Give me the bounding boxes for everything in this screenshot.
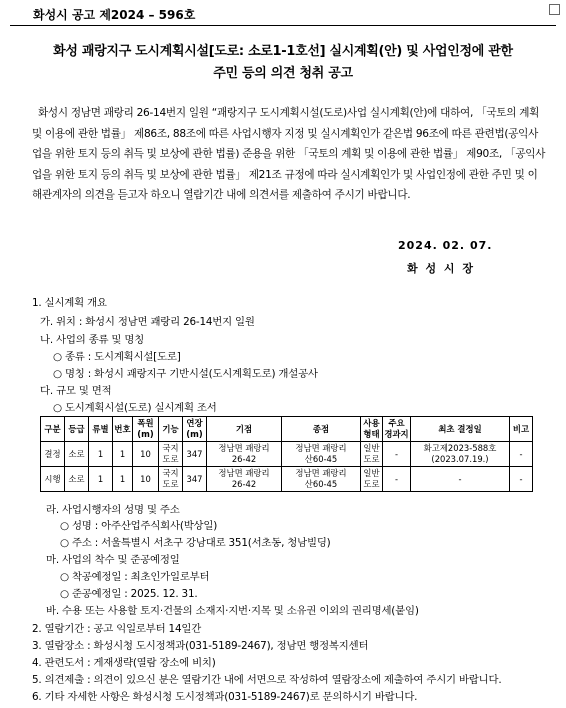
table-cell: 국지 도로 bbox=[159, 467, 183, 492]
window-corner-box bbox=[549, 4, 560, 15]
table-cell: 정남면 괘랑리 산60-45 bbox=[282, 467, 361, 492]
table-header-cell: 주요 경과지 bbox=[383, 417, 411, 442]
table-header-cell: 비고 bbox=[510, 417, 533, 442]
table-cell: - bbox=[510, 442, 533, 467]
table-header-cell: 연장 (m) bbox=[183, 417, 207, 442]
table-header-row bbox=[41, 417, 533, 442]
item-place: 3. 열람장소 : 화성시청 도시정책과(031-5189-2467), 정남면 행정복지센터 bbox=[32, 640, 369, 652]
table-row bbox=[41, 442, 533, 467]
table-cell: 국지 도로 bbox=[159, 442, 183, 467]
table-cell: - bbox=[411, 467, 510, 492]
table-header-cell: 사용 형태 bbox=[361, 417, 383, 442]
rights-line: 바. 수용 또는 사용할 토지·건물의 소재지·지번·지목 및 소유권 이외의 권리명세(붙임) bbox=[46, 605, 419, 617]
scale-heading: 다. 규모 및 면적 bbox=[40, 385, 112, 397]
table-row bbox=[41, 467, 533, 492]
table-cell: 정남면 괘랑리 26-42 bbox=[207, 442, 282, 467]
table-cell: 347 bbox=[183, 467, 207, 492]
table-cell: 소로 bbox=[65, 442, 89, 467]
operator-name: ○ 성명 : 아주산업주식회사(박상일) bbox=[60, 520, 218, 532]
operator-address: ○ 주소 : 서울특별시 서초구 강남대로 351(서초동, 청남빌딩) bbox=[60, 537, 331, 549]
table-cell: 정남면 괘랑리 26-42 bbox=[207, 467, 282, 492]
document-title-line1: 화성 괘랑지구 도시계획시설[도로: 소로1-1호선] 실시계획(안) 및 사업인정에 관한 bbox=[53, 44, 513, 59]
table-header-cell: 번호 bbox=[113, 417, 133, 442]
table-cell: 화고제2023-588호 (2023.07.19.) bbox=[411, 442, 510, 467]
item-opinion: 5. 의견제출 : 의견이 있으신 분은 열람기간 내에 서면으로 작성하여 열람장소에 제출하여 주시기 바랍니다. bbox=[32, 674, 502, 686]
table-cell: 결정 bbox=[41, 442, 65, 467]
intro-paragraph: 화성시 정남면 괘랑리 26-14번지 일원 “괘랑지구 도시계획시설(도로)사업 실시계획(안)에 대하여, 「국토의 계획 및 이용에 관한 법률」 제86조, 88조에 따른 사업시행자 지정 및 실시계획인가 같은법 96조에 따른 관련법(공익사업을 위한 토지 등의 취득 및 보상에 관한 법률) 준용을 위한 「국토의 계획 및 이용에 관한 법률」 제90조, 「공익사업을 위한 토지 등의 취득 및 보상에 관한 법률」 제21조 규정에 따라 실시계획인가 및 사업인정에 관한 주민 및 이해관계자의 의견을 듣고자 하오니 열람기간 내에 의견서를 제출하여 주시기 바랍니다. bbox=[32, 107, 546, 201]
table-cell: - bbox=[510, 467, 533, 492]
table-cell: 10 bbox=[133, 442, 159, 467]
notice-date: 2024. 02. 07. bbox=[398, 239, 493, 252]
table-body bbox=[41, 442, 533, 492]
table-cell: 시행 bbox=[41, 467, 65, 492]
table-cell: 347 bbox=[183, 442, 207, 467]
table-header-cell: 구분 bbox=[41, 417, 65, 442]
section1-heading: 1. 실시계획 개요 bbox=[32, 297, 107, 309]
location-line: 가. 위치 : 화성시 정남면 괘랑리 26-14번지 일원 bbox=[40, 316, 255, 328]
table-header-cell: 종점 bbox=[282, 417, 361, 442]
table-header-cell: 류별 bbox=[89, 417, 113, 442]
table-cell: 1 bbox=[113, 442, 133, 467]
table-header-cell: 기능 bbox=[159, 417, 183, 442]
table-cell: 1 bbox=[89, 467, 113, 492]
header-divider bbox=[10, 25, 556, 26]
schedule-heading: 마. 사업의 착수 및 준공예정일 bbox=[46, 554, 180, 566]
table-header-cell: 등급 bbox=[65, 417, 89, 442]
kind-type: ○ 종류 : 도시계획시설[도로] bbox=[53, 351, 181, 363]
notice-number: 화성시 공고 제2024 – 596호 bbox=[33, 8, 196, 22]
item-documents: 4. 관련도서 : 게재생략(열람 장소에 비치) bbox=[32, 657, 216, 669]
table-header-cell: 최초 결정일 bbox=[411, 417, 510, 442]
table-cell: 1 bbox=[89, 442, 113, 467]
scale-sub: ○ 도시계획시설(도로) 실시계획 조서 bbox=[53, 402, 217, 414]
item-period: 2. 열람기간 : 공고 익일로부터 14일간 bbox=[32, 623, 202, 635]
table-cell: 일반 도로 bbox=[361, 442, 383, 467]
table-cell: 소로 bbox=[65, 467, 89, 492]
kind-heading: 나. 사업의 종류 및 명칭 bbox=[40, 334, 145, 346]
item-other: 6. 기타 자세한 사항은 화성시청 도시정책과(031-5189-2467)로 문의하시기 바랍니다. bbox=[32, 691, 418, 703]
table-cell: - bbox=[383, 442, 411, 467]
operator-heading: 라. 사업시행자의 성명 및 주소 bbox=[46, 504, 180, 516]
kind-name: ○ 명칭 : 화성시 괘랑지구 기반시설(도시계획도로) 개설공사 bbox=[53, 368, 318, 380]
table-cell: - bbox=[383, 467, 411, 492]
table-cell: 10 bbox=[133, 467, 159, 492]
table-header-cell: 기점 bbox=[207, 417, 282, 442]
table-header-cell: 폭원 (m) bbox=[133, 417, 159, 442]
schedule-end: ○ 준공예정일 : 2025. 12. 31. bbox=[60, 588, 198, 600]
schedule-start: ○ 착공예정일 : 최초인가일로부터 bbox=[60, 571, 210, 583]
table-cell: 정남면 괘랑리 산60-45 bbox=[282, 442, 361, 467]
document-title-line2: 주민 등의 의견 청취 공고 bbox=[213, 66, 353, 81]
issuer-name: 화 성 시 장 bbox=[407, 262, 475, 275]
table-cell: 1 bbox=[113, 467, 133, 492]
table-cell: 일반 도로 bbox=[361, 467, 383, 492]
plan-table bbox=[40, 416, 533, 492]
